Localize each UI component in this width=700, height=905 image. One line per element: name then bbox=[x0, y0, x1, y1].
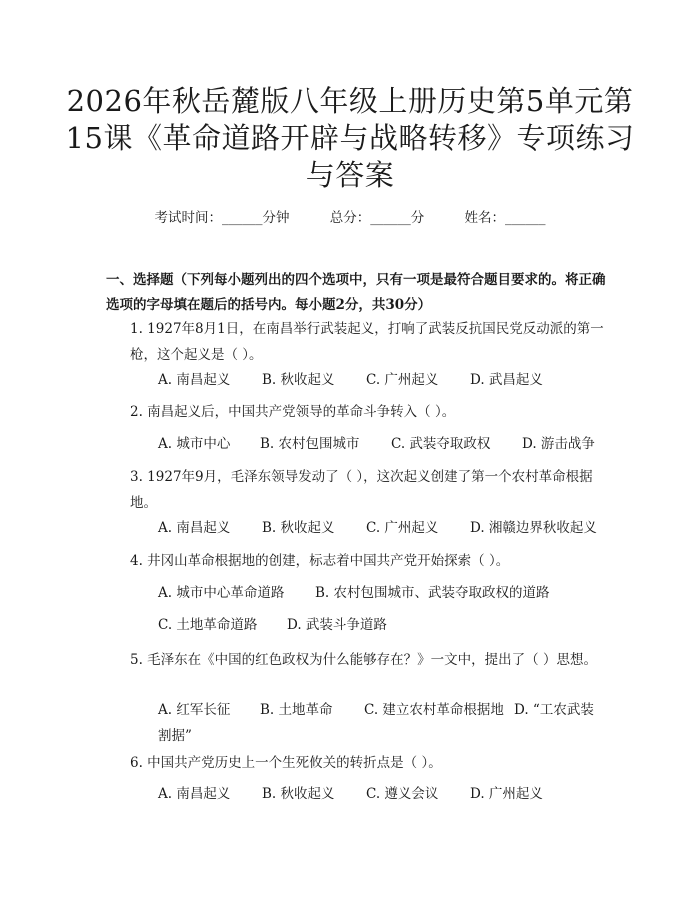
question-4-options-row-1 bbox=[158, 580, 550, 606]
option-d: D. “工农武装割据” bbox=[158, 702, 594, 744]
option-c: C. 土地革命道路 bbox=[158, 617, 258, 633]
option-a: A. 红军长征 bbox=[158, 702, 231, 718]
option-b: B. 土地革命 bbox=[260, 702, 333, 718]
title-line-1: 2026年秋岳麓版八年级上册历史第5单元第 bbox=[66, 84, 634, 118]
option-d: D. 湘赣边界秋收起义 bbox=[470, 520, 597, 536]
student-name: 姓名：______ bbox=[464, 210, 546, 226]
option-d: D. 武昌起义 bbox=[470, 372, 543, 388]
question-3-options bbox=[158, 515, 597, 541]
option-d: D. 武装斗争道路 bbox=[287, 617, 387, 633]
exam-total-score: 总分：______分 bbox=[329, 210, 425, 226]
option-c: C. 广州起义 bbox=[366, 372, 439, 388]
option-a: A. 南昌起义 bbox=[158, 372, 231, 388]
question-1-stem: 1. 1927年8月1日，在南昌举行武装起义，打响了武装反抗国民党反动派的第一枪，这个起义是（ ）。 bbox=[130, 321, 604, 363]
question-5-options bbox=[106, 697, 606, 749]
option-b: B. 农村包围城市 bbox=[260, 436, 360, 452]
option-b: B. 秋收起义 bbox=[262, 372, 335, 388]
option-b: B. 秋收起义 bbox=[262, 520, 335, 536]
option-a: A. 城市中心 bbox=[158, 436, 231, 452]
option-c: C. 遵义会议 bbox=[366, 786, 439, 802]
question-3-stem: 3. 1927年9月，毛泽东领导发动了（ ），这次起义创建了第一个农村革命根据地。 bbox=[130, 469, 593, 511]
option-a: A. 南昌起义 bbox=[158, 520, 231, 536]
exam-time: 考试时间：______分钟 bbox=[154, 210, 290, 226]
option-d: D. 游击战争 bbox=[522, 436, 595, 452]
option-c: C. 广州起义 bbox=[366, 520, 439, 536]
option-a: A. 南昌起义 bbox=[158, 786, 231, 802]
question-6-stem: 6. 中国共产党历史上一个生死攸关的转折点是（ ）。 bbox=[130, 755, 442, 771]
document-title bbox=[60, 83, 640, 194]
option-c: C. 建立农村革命根据地 bbox=[364, 702, 504, 718]
exam-meta bbox=[0, 206, 700, 226]
option-c: C. 武装夺取政权 bbox=[391, 436, 491, 452]
option-b: B. 秋收起义 bbox=[262, 786, 335, 802]
question-6-options bbox=[158, 781, 543, 807]
option-b: B. 农村包围城市、武装夺取政权的道路 bbox=[315, 585, 550, 601]
option-a: A. 城市中心革命道路 bbox=[158, 585, 285, 601]
question-1-options bbox=[158, 367, 543, 393]
title-line-2: 15课《革命道路开辟与战略转移》专项练习 bbox=[65, 121, 635, 155]
title-line-3: 与答案 bbox=[305, 158, 395, 192]
question-4-stem: 4. 井冈山革命根据地的创建，标志着中国共产党开始探索（ ）。 bbox=[130, 553, 510, 569]
option-d: D. 广州起义 bbox=[470, 786, 543, 802]
question-2-stem: 2. 南昌起义后，中国共产党领导的革命斗争转入（ ）。 bbox=[130, 404, 456, 420]
question-5-stem: 5. 毛泽东在《中国的红色政权为什么能够存在？》一文中，提出了（ ）思想。 bbox=[130, 652, 597, 668]
question-4-options-row-2 bbox=[158, 612, 387, 638]
section-heading: 一、选择题（下列每小题列出的四个选项中，只有一项是最符合题目要求的。将正确选项的字母填在题后的括号内。每小题2分，共30分） bbox=[106, 272, 606, 313]
question-2-options bbox=[158, 431, 595, 457]
